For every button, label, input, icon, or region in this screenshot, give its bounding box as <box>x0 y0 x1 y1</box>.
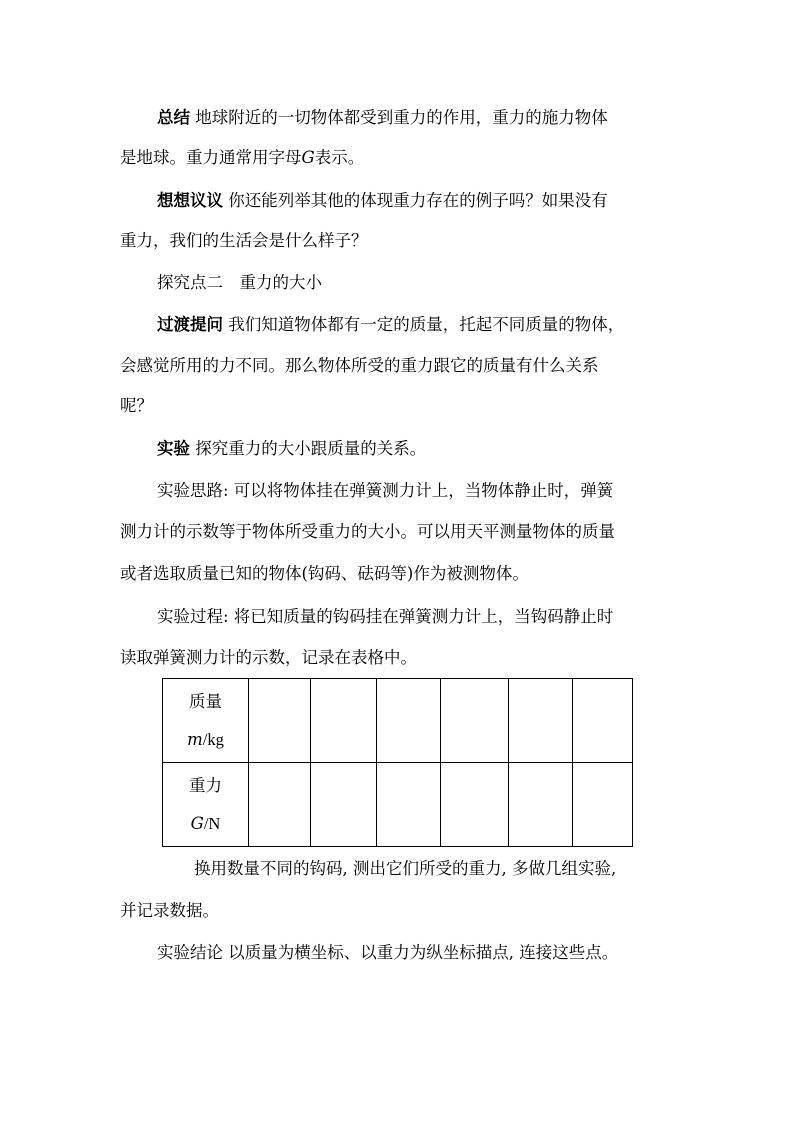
process-text-1: 实验过程: 将已知质量的钩码挂在弹簧测力计上，当钩码静止时 <box>157 607 614 626</box>
weight-unit: /N <box>203 813 221 833</box>
think-text-1: 你还能列举其他的体现重力存在的例子吗？如果没有 <box>228 191 608 210</box>
row-header-weight-unit <box>163 805 248 843</box>
process-line-2 <box>120 646 680 670</box>
summary-text-2-post: 表示。 <box>314 148 365 167</box>
after-table-line-2 <box>120 899 680 923</box>
section-heading-text: 探究点二 重力的大小 <box>157 273 322 292</box>
symbol-g: G <box>301 148 315 167</box>
conclusion-line-1 <box>157 941 717 965</box>
table-row-weight <box>163 763 633 847</box>
transition-text-2: 会感觉所用的力不同。那么物体所受的重力跟它的质量有什么关系 <box>120 356 599 375</box>
transition-line-1 <box>157 313 717 337</box>
experiment-line <box>157 437 717 461</box>
mass-unit: /kg <box>202 729 224 749</box>
idea-text-3: 或者选取质量已知的物体(钩码、砝码等)作为被测物体。 <box>120 564 529 583</box>
think-line-1 <box>157 189 717 213</box>
process-text-2: 读取弹簧测力计的示数，记录在表格中。 <box>120 648 417 667</box>
mass-symbol: m <box>187 729 203 749</box>
summary-text-2-pre: 是地球。重力通常用字母 <box>120 148 302 167</box>
table-cell <box>377 763 441 847</box>
row-header-mass-unit <box>163 721 248 759</box>
table-cell <box>509 679 573 763</box>
table-cell <box>573 763 633 847</box>
table-cell <box>509 763 573 847</box>
table-cell <box>377 679 441 763</box>
row-header-mass <box>163 679 249 763</box>
table-cell <box>249 679 311 763</box>
idea-text-2: 测力计的示数等于物体所受重力的大小。可以用天平测量物体的质量 <box>120 522 615 541</box>
process-line-1 <box>157 605 717 629</box>
experiment-label: 实验 <box>157 439 190 458</box>
table-cell <box>311 763 377 847</box>
summary-text-1: 地球附近的一切物体都受到重力的作用，重力的施力物体 <box>195 108 608 127</box>
summary-line-2 <box>120 146 680 170</box>
summary-label: 总结 <box>157 108 190 127</box>
idea-line-2 <box>120 520 680 544</box>
table-cell <box>441 763 509 847</box>
transition-line-3 <box>120 394 680 418</box>
conclusion-text-1: 实验结论 以质量为横坐标、以重力为纵坐标描点, 连接这些点。 <box>157 943 619 962</box>
idea-line-3 <box>120 562 680 586</box>
table-row-mass <box>163 679 633 763</box>
row-header-weight-name: 重力 <box>189 775 222 795</box>
transition-text-3: 呢？ <box>120 396 153 415</box>
record-table <box>162 678 633 847</box>
after-table-line-1 <box>194 857 754 881</box>
section-heading <box>157 271 717 295</box>
idea-text-1: 实验思路: 可以将物体挂在弹簧测力计上，当物体静止时，弹簧 <box>157 481 614 500</box>
summary-line-1 <box>157 106 717 130</box>
after-table-text-2: 并记录数据。 <box>120 901 219 920</box>
idea-line-1 <box>157 479 717 503</box>
table-cell <box>311 679 377 763</box>
think-text-2: 重力，我们的生活会是什么样子？ <box>120 231 368 250</box>
transition-text-1: 我们知道物体都有一定的质量，托起不同质量的物体， <box>228 315 625 334</box>
row-header-mass-name: 质量 <box>189 691 222 711</box>
weight-symbol: G <box>190 813 204 833</box>
transition-label: 过渡提问 <box>157 315 223 334</box>
experiment-text: 探究重力的大小跟质量的关系。 <box>195 439 427 458</box>
think-label: 想想议议 <box>157 191 223 210</box>
table-cell <box>573 679 633 763</box>
row-header-weight <box>163 763 249 847</box>
table-cell <box>441 679 509 763</box>
after-table-text-1: 换用数量不同的钩码, 测出它们所受的重力, 多做几组实验, <box>194 859 617 878</box>
table-cell <box>249 763 311 847</box>
transition-line-2 <box>120 354 680 378</box>
think-line-2 <box>120 229 680 253</box>
